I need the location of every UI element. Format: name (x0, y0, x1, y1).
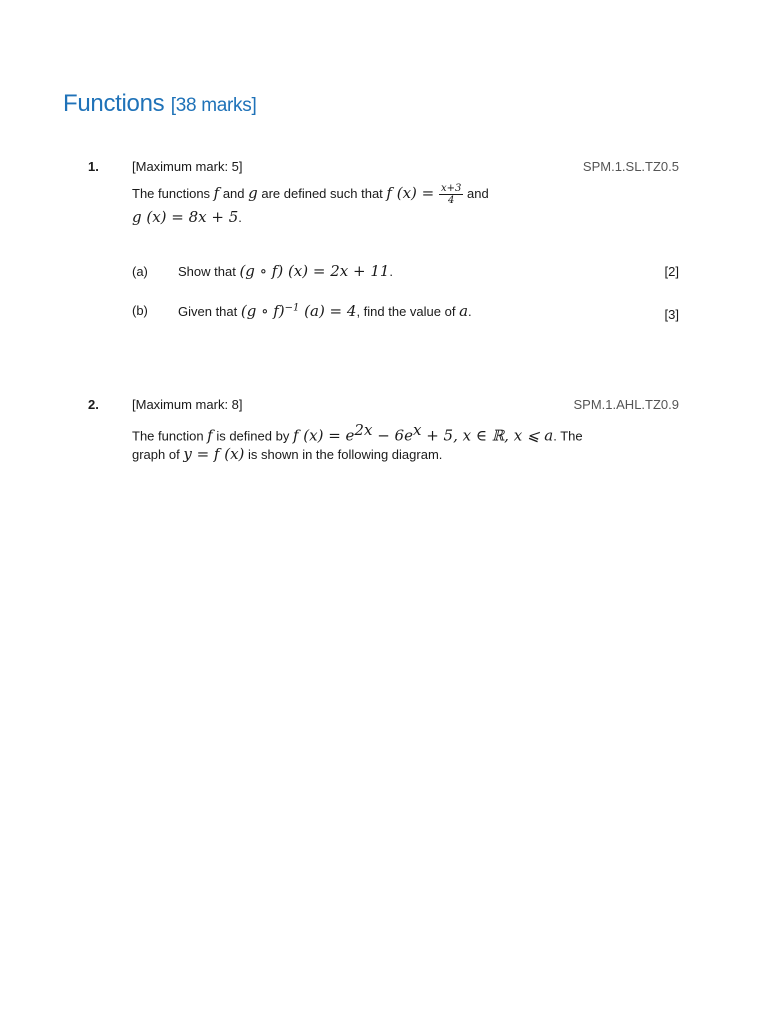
q1-intro-g: g (248, 184, 258, 202)
q1-part-b-math-b: (a) = 4 (299, 302, 357, 320)
question-2-line-2 (132, 442, 442, 467)
q2-line2-lead: graph of (132, 447, 184, 462)
question-2-max-mark: [Maximum mark: 8] (132, 397, 243, 412)
q1-part-b-label: (b) (132, 303, 148, 318)
q2-line1-sup2: x (412, 421, 422, 439)
q1-part-b-text (178, 302, 472, 320)
q2-line1-lead: The function (132, 428, 208, 444)
q1-intro-text: The functions (132, 186, 214, 201)
question-2-reference: SPM.1.AHL.TZ0.9 (573, 397, 679, 412)
q2-line1-f: f (207, 426, 213, 445)
q1-part-a-label: (a) (132, 264, 148, 279)
q1-intro-text-c: and (463, 186, 489, 201)
question-1-number: 1. (88, 159, 99, 174)
q2-line2-text: is shown in the following diagram. (244, 447, 443, 462)
q1-part-a-lead: Show that (178, 264, 240, 279)
q1-part-a-text (178, 259, 393, 283)
title-text: Functions (63, 90, 165, 117)
question-1-max-mark: [Maximum mark: 5] (132, 159, 243, 174)
q1-part-b-sup: −1 (284, 302, 300, 314)
question-1-reference: SPM.1.SL.TZ0.5 (582, 159, 679, 174)
q1-f-definition: f (x) = (386, 184, 439, 202)
q1-f-fraction (439, 183, 463, 206)
q1-part-b-text2: , find the value of (356, 304, 460, 319)
q1-part-b-var: a (459, 302, 469, 320)
q1-g-def: g (x) = 8x + 5 (132, 208, 239, 226)
q1-g-def-end: . (238, 210, 242, 225)
q2-line1-math-c: + 5, x ∈ ℝ, x ⩽ a (421, 426, 554, 445)
q2-line1-text: is defined by (212, 428, 293, 444)
question-1-g-definition (132, 205, 242, 230)
q1-part-b-math-a: (g ∘ f) (240, 302, 285, 320)
q1-intro-f: f (213, 184, 220, 202)
q1-part-b-end: . (468, 304, 472, 319)
q2-line1-math-a: f (x) = e (292, 426, 355, 445)
q1-part-b-lead: Given that (178, 304, 241, 319)
q1-intro-text-b: are defined such that (257, 186, 387, 201)
q1-part-a-math: (g ∘ f) (x) = 2x + 11 (239, 262, 390, 280)
q2-line1-sup1: 2x (354, 421, 373, 439)
q1-part-a-end: . (389, 264, 394, 279)
q2-line2-math: y = f (x) (183, 445, 245, 463)
page-title (63, 90, 256, 118)
question-1-intro (132, 181, 489, 206)
q2-line1-math-b: − 6e (372, 426, 413, 445)
q1-part-b-mark: [3] (664, 307, 679, 322)
title-marks: [38 marks] (170, 95, 257, 116)
q1-f-numerator: x+3 (441, 183, 462, 195)
q2-line1-end: . The (553, 428, 583, 444)
q1-f-denominator: 4 (448, 195, 455, 207)
q1-part-a-mark: [2] (664, 264, 679, 279)
q1-intro-and: and (219, 186, 249, 201)
question-2-number: 2. (88, 397, 99, 412)
